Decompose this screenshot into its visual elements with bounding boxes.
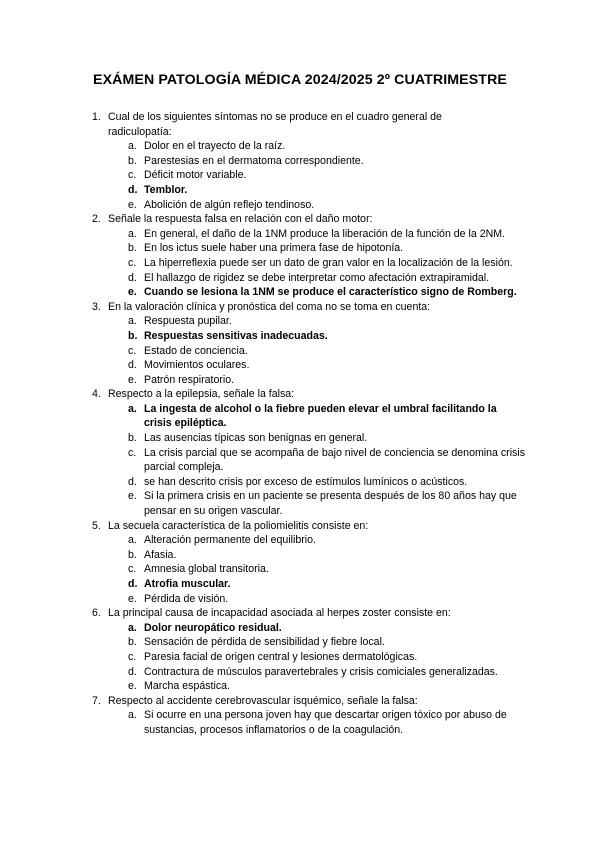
question-item: [0, 387, 600, 518]
option-letter: b.: [128, 242, 137, 255]
option-text: En los ictus suele haber una primera fase de hipotonía.: [144, 242, 404, 255]
option-list: [0, 621, 600, 694]
option-letter: e.: [128, 373, 137, 386]
option-list: [0, 139, 600, 212]
option-letter: e.: [128, 198, 137, 211]
option-letter: c.: [128, 446, 137, 459]
answer-option-marked: [0, 329, 600, 344]
answer-option: [0, 665, 600, 680]
option-letter: b.: [128, 154, 137, 167]
question-item: [0, 606, 600, 694]
question-item: [0, 300, 600, 388]
answer-option: [0, 256, 600, 271]
answer-option: [0, 475, 600, 490]
option-letter: a.: [128, 315, 137, 328]
answer-option: [0, 358, 600, 373]
question-number: 1.: [92, 111, 101, 123]
answer-option: [0, 592, 600, 607]
option-letter: c.: [128, 256, 137, 269]
answer-option: [0, 548, 600, 563]
option-letter: d.: [128, 271, 137, 284]
answer-option: [0, 708, 600, 737]
option-text: Atrofia muscular.: [144, 578, 231, 590]
option-letter: e.: [128, 680, 137, 693]
option-text: Pérdida de visión.: [144, 592, 229, 605]
question-text: Respecto al accidente cerebrovascular isquémico, señale la falsa:: [108, 694, 418, 707]
option-text: Si la primera crisis en un paciente se presenta después de los 80 años hay que pensar en su origen vascular.: [144, 490, 517, 518]
option-text: En general, el daño de la 1NM produce la liberación de la función de la 2NM.: [144, 227, 505, 240]
answer-option: [0, 562, 600, 577]
option-text: Parestesias en el dermatoma correspondiente.: [144, 154, 364, 167]
option-text: Marcha espástica.: [144, 680, 230, 693]
option-letter: b.: [128, 548, 137, 561]
option-text: Paresia facial de origen central y lesiones dermatológicas.: [144, 650, 418, 663]
option-text: Temblor.: [144, 183, 188, 196]
option-letter: b.: [128, 432, 137, 445]
option-text: Estado de conciencia.: [144, 344, 248, 357]
option-list: [0, 708, 600, 737]
option-text: Déficit motor variable.: [144, 169, 247, 182]
answer-option: [0, 154, 600, 169]
option-list: [0, 314, 600, 387]
answer-option: [0, 679, 600, 694]
answer-option-marked: [0, 183, 600, 198]
option-text: Alteración permanente del equilibrio.: [144, 534, 316, 547]
option-text: Sensación de pérdida de sensibilidad y fiebre local.: [144, 636, 385, 649]
question-item: [0, 212, 600, 300]
question-number: 6.: [92, 607, 101, 620]
question-item: [0, 110, 600, 212]
option-letter: e.: [128, 592, 137, 605]
option-letter: a.: [128, 534, 137, 547]
question-text: La principal causa de incapacidad asociada al herpes zoster consiste en:: [108, 607, 451, 620]
option-text: Si ocurre en una persona joven hay que descartar origen tóxico por abuso de sustancias, procesos inflamatorios o de la coagulación.: [144, 709, 507, 736]
answer-option: [0, 168, 600, 183]
option-text: La ingesta de alcohol o la fiebre pueden elevar el umbral facilitando la crisis epiléptica.: [144, 402, 497, 430]
answer-option: [0, 227, 600, 242]
option-letter: d.: [128, 475, 137, 488]
answer-option: [0, 314, 600, 329]
option-text: Amnesia global transitoria.: [144, 563, 269, 576]
question-number: 5.: [92, 519, 101, 532]
option-letter: a.: [128, 140, 137, 153]
option-letter: a.: [128, 621, 137, 634]
option-text: Dolor neuropático residual.: [144, 621, 282, 634]
answer-option: [0, 373, 600, 388]
question-text: Respecto a la epilepsia, señale la falsa:: [108, 388, 295, 401]
question-number: 7.: [92, 694, 101, 707]
answer-option: [0, 635, 600, 650]
answer-option-marked: [0, 577, 600, 592]
question-text: Señale la respuesta falsa en relación con el daño motor:: [108, 213, 373, 226]
question-text: La secuela característica de la poliomielitis consiste en:: [108, 519, 369, 532]
option-text: La hiperreflexia puede ser un dato de gran valor en la localización de la lesión.: [144, 256, 513, 269]
option-text: Las ausencias típicas son benignas en general.: [144, 432, 368, 445]
answer-option: [0, 198, 600, 213]
option-letter: a.: [128, 402, 137, 415]
answer-option: [0, 489, 600, 518]
option-text: se han descrito crisis por exceso de estímulos lumínicos o acústicos.: [144, 475, 468, 488]
option-text: Respuesta pupilar.: [144, 315, 232, 328]
answer-option: [0, 446, 600, 475]
answer-option: [0, 431, 600, 446]
answer-option-marked: [0, 402, 600, 431]
answer-option: [0, 533, 600, 548]
question-number: 2.: [92, 213, 101, 226]
question-text: En la valoración clínica y pronóstica del coma no se toma en cuenta:: [108, 300, 431, 313]
option-letter: e.: [128, 286, 137, 299]
answer-option: [0, 650, 600, 665]
answer-option: [0, 344, 600, 359]
option-letter: c.: [128, 563, 137, 576]
option-text: Respuestas sensitivas inadecuadas.: [144, 329, 328, 342]
option-letter: d.: [128, 665, 137, 678]
question-item: [0, 694, 600, 738]
option-letter: d.: [128, 359, 137, 372]
answer-option-marked: [0, 285, 600, 300]
answer-option-marked: [0, 621, 600, 636]
option-letter: a.: [128, 227, 137, 240]
exam-title: EXÁMEN PATOLOGÍA MÉDICA 2024/2025 2º CUATRIMESTRE: [93, 72, 507, 88]
option-list: [0, 402, 600, 519]
option-letter: b.: [128, 636, 137, 649]
option-text: Movimientos oculares.: [144, 359, 250, 372]
option-letter: e.: [128, 490, 137, 503]
question-list: [0, 110, 600, 738]
option-letter: c.: [128, 169, 137, 182]
option-letter: d.: [128, 578, 138, 590]
option-text: Dolor en el trayecto de la raíz.: [144, 140, 286, 153]
option-text: Contractura de músculos paravertebrales y crisis comiciales generalizadas.: [144, 665, 498, 678]
option-letter: d.: [128, 183, 138, 196]
option-letter: a.: [128, 709, 137, 722]
option-text: La crisis parcial que se acompaña de bajo nivel de conciencia se denomina crisis parcial compleja.: [144, 446, 525, 474]
question-item: [0, 519, 600, 607]
option-letter: b.: [128, 329, 138, 342]
question-text: Cual de los siguientes síntomas no se produce en el cuadro general de radiculopatía:: [108, 111, 442, 138]
answer-option: [0, 271, 600, 286]
option-text: Afasia.: [144, 548, 177, 561]
option-text: Abolición de algún reflejo tendinoso.: [144, 198, 315, 211]
option-text: El hallazgo de rigidez se debe interpretar como afectación extrapiramidal.: [144, 271, 490, 284]
question-number: 3.: [92, 300, 101, 313]
option-list: [0, 533, 600, 606]
option-list: [0, 227, 600, 300]
option-letter: c.: [128, 344, 137, 357]
option-letter: c.: [128, 650, 137, 663]
question-number: 4.: [92, 388, 101, 401]
answer-option: [0, 241, 600, 256]
answer-option: [0, 139, 600, 154]
option-text: Patrón respiratorio.: [144, 373, 235, 386]
option-text: Cuando se lesiona la 1NM se produce el característico signo de Romberg.: [144, 286, 517, 299]
